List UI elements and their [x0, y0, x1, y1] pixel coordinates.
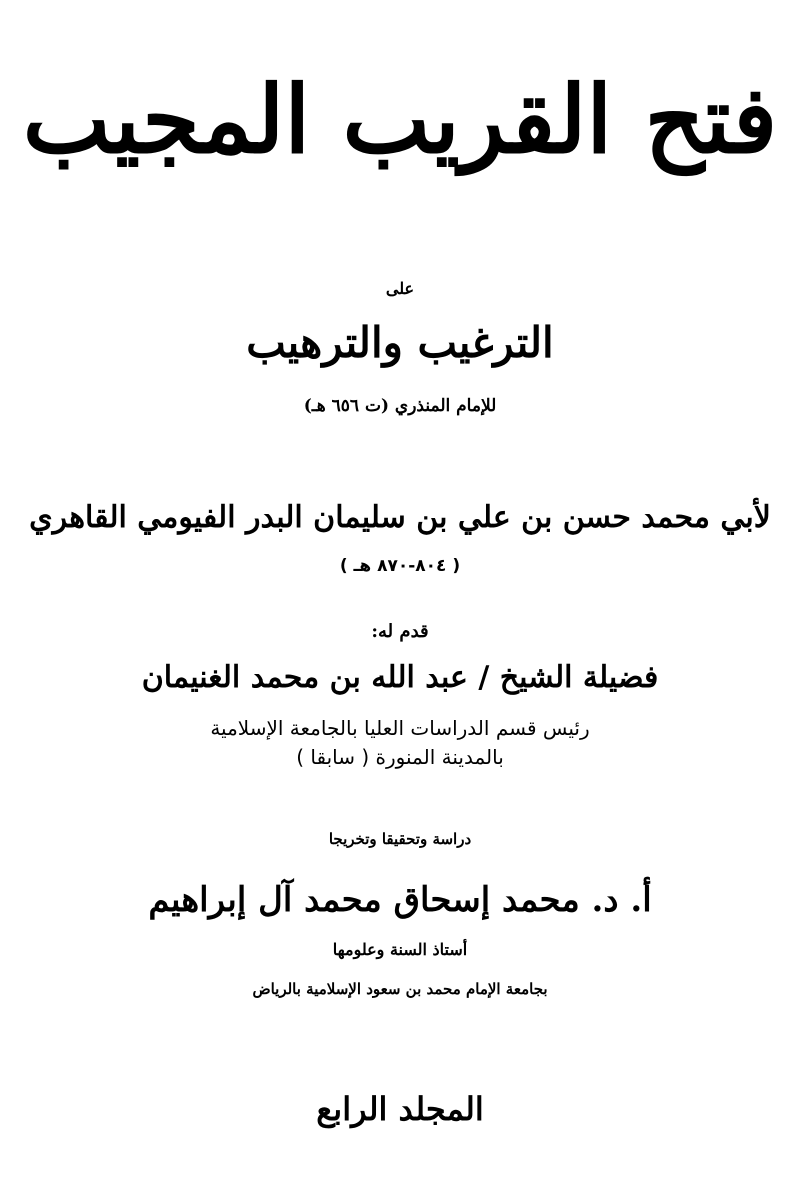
editor-position: أستاذ السنة وعلومها	[332, 940, 468, 959]
connector-word: على	[385, 279, 415, 298]
introduction-label: قدم له:	[371, 621, 429, 642]
original-work-author: للإمام المنذري (ت ٦٥٦ هـ)	[303, 396, 497, 416]
author-dates: ( ٨٠٤-٨٧٠ هـ )	[339, 556, 461, 576]
editor-role-label: دراسة وتحقيقا وتخريجا	[328, 830, 472, 848]
book-subtitle: الترغيب والترهيب	[246, 318, 554, 367]
introducer-position-location: بالمدينة المنورة ( سابقا )	[296, 745, 504, 769]
author-name: لأبي محمد حسن بن علي بن سليمان البدر الفيومي القاهري	[29, 500, 771, 535]
editor-institution: بجامعة الإمام محمد بن سعود الإسلامية بالرياض	[252, 980, 548, 998]
volume-label: المجلد الرابع	[316, 1090, 484, 1128]
editor-name: أ. د. محمد إسحاق محمد آل إبراهيم	[148, 880, 652, 920]
introducer-name: فضيلة الشيخ / عبد الله بن محمد الغنيمان	[141, 660, 659, 695]
book-title: فتح القريب المجيب	[22, 65, 778, 174]
introducer-position: رئيس قسم الدراسات العليا بالجامعة الإسلامية	[210, 716, 590, 740]
